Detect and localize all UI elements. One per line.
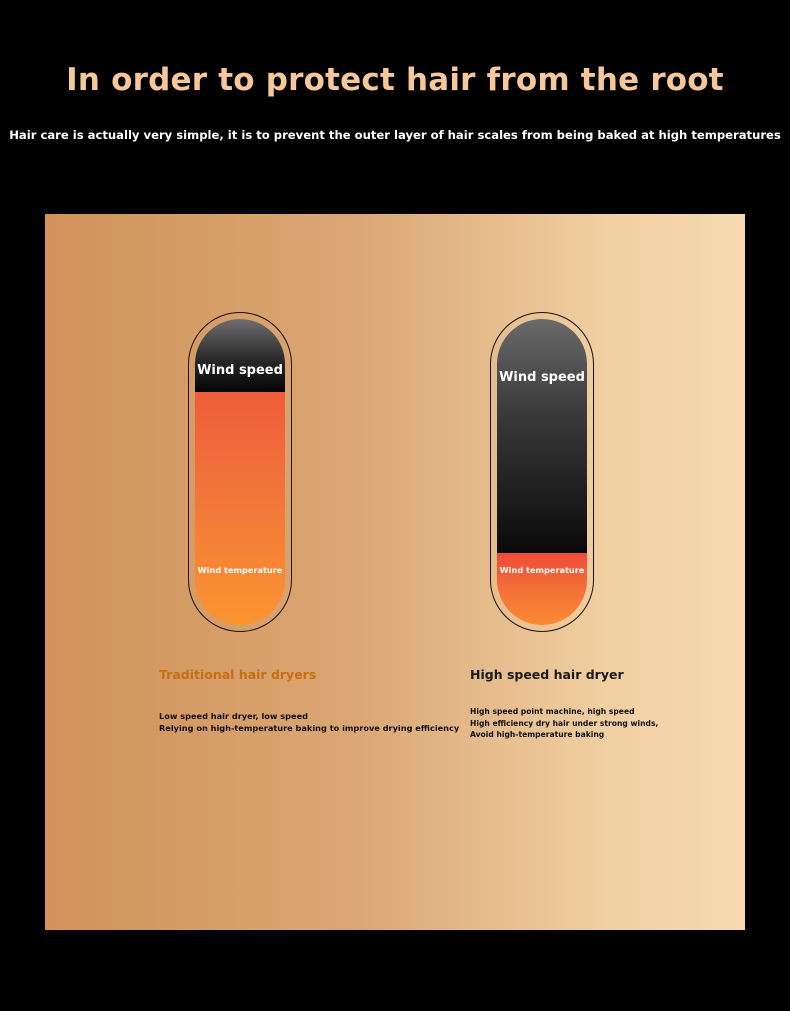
wind-temperature-zone [497,553,587,625]
wind-temperature-label: Wind temperature [499,565,585,575]
description-line: Low speed hair dryer, low speed [159,711,308,721]
wind-speed-label: Wind speed [499,370,585,385]
high-speed-capsule-fill [497,319,587,625]
comparison-panel [45,214,745,930]
traditional-capsule-fill [195,319,285,625]
traditional-dryer-heading: Traditional hair dryers [159,667,317,682]
wind-speed-zone [497,319,587,553]
high-speed-dryer-capsule [490,312,594,632]
description-line: Avoid high-temperature baking [470,730,605,739]
page-subtitle: Hair care is actually very simple, it is to prevent the outer layer of hair scales from being baked at high temperatures [9,128,781,142]
traditional-dryer-description [159,710,459,734]
wind-speed-zone [195,319,285,392]
high-speed-dryer-description [470,706,658,741]
high-speed-dryer-heading: High speed hair dryer [470,667,624,682]
wind-speed-label: Wind speed [197,363,283,378]
description-line: High efficiency dry hair under strong winds, [470,718,659,728]
traditional-dryer-capsule [188,312,292,632]
description-line: Relying on high-temperature baking to improve drying efficiency [159,723,460,733]
wind-temperature-zone [195,392,285,625]
page-title: In order to protect hair from the root [66,62,724,98]
wind-temperature-label: Wind temperature [197,565,283,575]
description-line: High speed point machine, high speed [470,707,635,716]
